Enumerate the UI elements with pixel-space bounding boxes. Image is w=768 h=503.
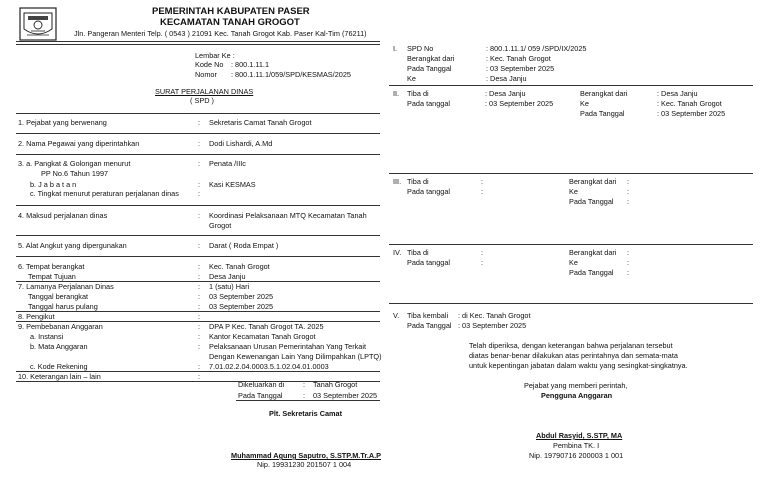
item4-label: 4. Maksud perjalanan dinas <box>18 211 108 220</box>
item2-label: 2. Nama Pegawai yang diperintahkan <box>18 139 140 148</box>
signer-name: Abdul Rasyid, S.STP, MA <box>536 431 623 440</box>
section4-tgl-colon: : <box>481 258 484 267</box>
item7b-value: 03 September 2025 <box>209 292 274 301</box>
item7a-label: 7. Lamanya Perjalanan Dinas <box>18 282 114 291</box>
section3-tgl-label: Pada tanggal <box>407 187 451 196</box>
document-title: SURAT PERJALANAN DINAS <box>155 87 254 96</box>
item9c-label: c. Kode Rekening <box>30 362 88 371</box>
section2-ke-label: Ke <box>580 99 589 108</box>
item6b-colon: : <box>198 272 201 281</box>
verification-note-line1: Telah diperiksa, dengan keterangan bahwa perjalanan tersebut <box>469 341 673 350</box>
issued-divider <box>236 400 380 401</box>
item3a-label: 3. a. Pangkat & Golongan menurut <box>18 159 131 168</box>
header-line2: KECAMATAN TANAH GROGOT <box>160 17 300 28</box>
nomor-value: : 800.1.11.1/059/SPD/KESMAS/2025 <box>231 70 351 79</box>
item9-colon: : <box>198 322 201 331</box>
item8-label: 8. Pengikut <box>18 312 55 321</box>
item9c-colon: : <box>198 362 201 371</box>
kode-value: : 800.1.11.1 <box>231 60 270 69</box>
section4-ptgl-label: Pada Tanggal <box>569 268 614 277</box>
item9b-colon: : <box>198 342 201 351</box>
item6a-colon: : <box>198 262 201 271</box>
section2-tiba-label: Tiba di <box>407 89 429 98</box>
section3-ke-colon: : <box>627 187 630 196</box>
item9-value: DPA P Kec. Tanah Grogot TA. 2025 <box>209 322 324 331</box>
header-divider-thin <box>16 44 380 45</box>
item5-value: Darat ( Roda Empat ) <box>209 241 279 250</box>
section1-number: I. <box>393 44 398 53</box>
section4-dari-colon: : <box>627 248 630 257</box>
item4-colon: : <box>198 211 201 220</box>
item7c-colon: : <box>198 302 201 311</box>
header-line1: PEMERINTAH KABUPATEN PASER <box>152 6 310 17</box>
lembar-label: Lembar Ke : <box>195 51 235 60</box>
item3a-value: Penata /IIIc <box>209 159 246 168</box>
section3-tiba-label: Tiba di <box>407 177 429 186</box>
item4-value1: Koordinasi Pelaksanaan MTQ Kecamatan Tanah <box>209 211 367 220</box>
item3b-colon: : <box>198 180 201 189</box>
section2-ke-value: : Kec. Tanah Grogot <box>657 99 722 108</box>
nomor-label: Nomor <box>195 70 217 79</box>
item6a-label: 6. Tempat berangkat <box>18 262 85 271</box>
section-divider <box>389 173 753 174</box>
section-divider <box>389 85 753 86</box>
section1-tgl-label: Pada Tanggal <box>407 64 452 73</box>
item1-value: Sekretaris Camat Tanah Grogot <box>209 118 312 127</box>
item7a-value: 1 (satu) Hari <box>209 282 250 291</box>
section5-tgl-label: Pada Tanggal <box>407 321 452 330</box>
item9-label: 9. Pembebanan Anggaran <box>18 322 103 331</box>
section1-spd-label: SPD No <box>407 44 434 53</box>
item3b-label: b. J a b a t a n <box>30 180 77 189</box>
section5-tiba-label: Tiba kembali <box>407 311 449 320</box>
official-nip: Nip. 19931230 201507 1 004 <box>257 460 352 469</box>
item5-label: 5. Alat Angkut yang dipergunakan <box>18 241 127 250</box>
section2-dari-label: Berangkat dari <box>580 89 628 98</box>
regency-emblem-icon <box>19 7 57 41</box>
section1-ke-label: Ke <box>407 74 416 83</box>
section2-number: II. <box>393 89 400 98</box>
issued-at-label: Dikeluarkan di <box>238 380 285 389</box>
kode-label: Kode No <box>195 60 224 69</box>
section3-tgl-colon: : <box>481 187 484 196</box>
item9b-value1: Pelaksanaan Urusan Pemerintahan Yang Terkait <box>209 342 366 351</box>
order-giver-line2: Pengguna Anggaran <box>541 391 613 400</box>
section4-ke-colon: : <box>627 258 630 267</box>
section1-ke-value: : Desa Janju <box>486 74 527 83</box>
official-name: Muhammad Agung Saputro, S.STP.M.Tr.A.P <box>231 451 382 460</box>
section2-tgl-label: Pada tanggal <box>407 99 451 108</box>
item6a-value: Kec. Tanah Grogot <box>209 262 270 271</box>
row-divider <box>16 235 380 236</box>
issued-at-colon: : <box>303 380 306 389</box>
item10-label: 10. Keterangan lain – lain <box>18 372 101 381</box>
item1-label: 1. Pejabat yang berwenang <box>18 118 107 127</box>
section2-ptgl-label: Pada Tanggal <box>580 109 625 118</box>
section3-ptgl-label: Pada Tanggal <box>569 197 614 206</box>
item1-colon: : <box>198 118 201 127</box>
row-divider <box>16 133 380 134</box>
item10-colon: : <box>198 372 201 381</box>
item7c-label: Tanggal harus pulang <box>28 302 98 311</box>
item9b-label: b. Mata Anggaran <box>30 342 88 351</box>
item6b-label: Tempat Tujuan <box>28 272 76 281</box>
section4-ke-label: Ke <box>569 258 578 267</box>
section4-number: IV. <box>393 248 402 257</box>
row-divider <box>16 256 380 257</box>
row-divider <box>16 205 380 206</box>
item9b-value2: Dengan Kewenangan Lain Yang Dilimpahkan (LPTQ) <box>209 352 382 361</box>
item2-value: Dodi Lishardi, A.Md <box>209 139 273 148</box>
item3b-value: Kasi KESMAS <box>209 180 256 189</box>
item3c-colon: : <box>198 189 201 198</box>
item8-colon: : <box>198 312 201 321</box>
signer-rank: Pembina TK. I <box>553 441 600 450</box>
item7b-colon: : <box>198 292 201 301</box>
item3a-label2: PP No.6 Tahun 1997 <box>41 169 109 178</box>
official-title: Plt. Sekretaris Camat <box>269 409 343 418</box>
section3-number: III. <box>393 177 402 186</box>
item3a-colon: : <box>198 159 201 168</box>
issued-date-label: Pada Tanggal <box>238 391 283 400</box>
item7c-value: 03 September 2025 <box>209 302 274 311</box>
document-subtitle: ( SPD ) <box>190 96 214 105</box>
section2-tiba-value: : Desa Janju <box>485 89 526 98</box>
section1-spd-value: : 800.1.11.1/ 059 /SPD/IX/2025 <box>486 44 587 53</box>
section-divider <box>389 303 753 304</box>
item2-colon: : <box>198 139 201 148</box>
section4-tiba-label: Tiba di <box>407 248 429 257</box>
header-divider <box>16 41 380 42</box>
item9c-value: 7.01.02.2.04.0003.5.1.02.04.01.0003 <box>209 362 329 371</box>
item5-colon: : <box>198 241 201 250</box>
row-divider <box>16 113 380 114</box>
item9a-value: Kantor Kecamatan Tanah Grogot <box>209 332 316 341</box>
section5-tiba-value: : di Kec. Tanah Grogot <box>458 311 531 320</box>
section3-tiba-colon: : <box>481 177 484 186</box>
section-divider <box>389 244 753 245</box>
item7a-colon: : <box>198 282 201 291</box>
issued-date-value: 03 September 2025 <box>313 391 378 400</box>
section3-dari-label: Berangkat dari <box>569 177 617 186</box>
section2-ptgl-value: : 03 September 2025 <box>657 109 726 118</box>
row-divider <box>16 154 380 155</box>
item9a-label: a. Instansi <box>30 332 64 341</box>
section3-dari-colon: : <box>627 177 630 186</box>
item4-value2: Grogot <box>209 221 232 230</box>
issued-date-colon: : <box>303 391 306 400</box>
item6b-value: Desa Janju <box>209 272 246 281</box>
verification-note-line2: diatas benar-benar dilakukan atas perintahnya dan semata-mata <box>469 351 678 360</box>
signer-nip: Nip. 19790716 200003 1 001 <box>529 451 624 460</box>
order-giver-line1: Pejabat yang memberi perintah, <box>524 381 628 390</box>
item7b-label: Tanggal berangkat <box>28 292 89 301</box>
section4-tiba-colon: : <box>481 248 484 257</box>
verification-note-line3: untuk kepentingan jabatan dalam waktu yang sesingkat-singkatnya. <box>469 361 688 370</box>
section1-tgl-value: : 03 September 2025 <box>486 64 555 73</box>
section5-tgl-value: : 03 September 2025 <box>458 321 527 330</box>
section1-dari-label: Berangkat dari <box>407 54 455 63</box>
section3-ptgl-colon: : <box>627 197 630 206</box>
section2-dari-value: : Desa Janju <box>657 89 698 98</box>
section4-dari-label: Berangkat dari <box>569 248 617 257</box>
section3-ke-label: Ke <box>569 187 578 196</box>
item3c-label: c. Tingkat menurut peraturan perjalanan dinas <box>30 189 179 198</box>
header-address: Jln. Pangeran Menteri Telp. ( 0543 ) 21091 Kec. Tanah Grogot Kab. Paser Kal-Tim (76211) <box>74 29 367 38</box>
issued-at-value: Tanah Grogot <box>313 380 358 389</box>
section2-tgl-value: : 03 September 2025 <box>485 99 554 108</box>
item9a-colon: : <box>198 332 201 341</box>
section4-ptgl-colon: : <box>627 268 630 277</box>
section5-number: V. <box>393 311 400 320</box>
section1-dari-value: : Kec. Tanah Grogot <box>486 54 551 63</box>
section4-tgl-label: Pada tanggal <box>407 258 451 267</box>
